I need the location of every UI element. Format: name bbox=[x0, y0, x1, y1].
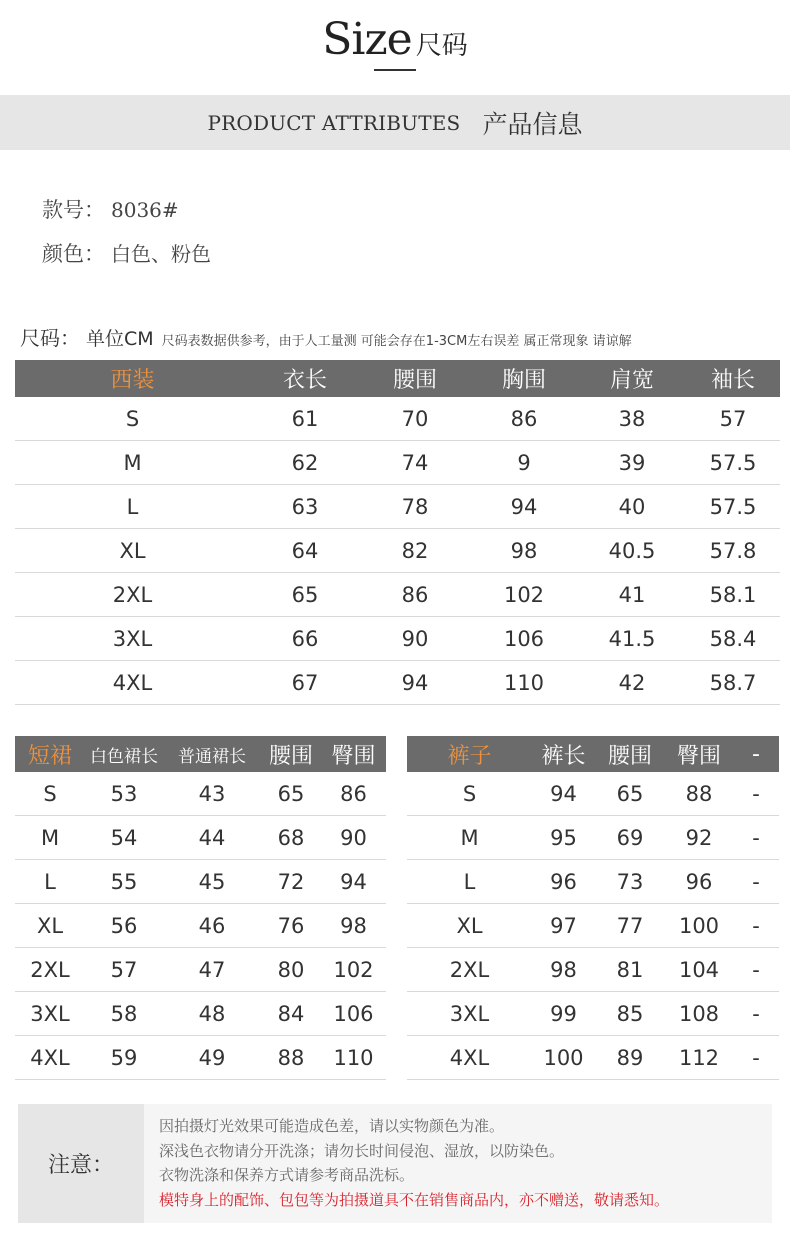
table-cell: 106 bbox=[503, 626, 545, 651]
size-cell: L bbox=[44, 869, 56, 894]
size-cell: S bbox=[43, 781, 57, 806]
size-cell: L bbox=[463, 869, 476, 894]
notice-body bbox=[144, 1104, 772, 1223]
table-cell: 54 bbox=[110, 825, 138, 850]
table-cell: 41.5 bbox=[608, 626, 656, 651]
table-row bbox=[15, 573, 780, 617]
pants-size-table bbox=[407, 736, 779, 1080]
table-row bbox=[15, 860, 386, 904]
table-cell: 70 bbox=[401, 406, 429, 431]
table-cell: 55 bbox=[110, 869, 138, 894]
table-cell: 74 bbox=[401, 450, 429, 475]
table-cell: 57 bbox=[110, 957, 138, 982]
table-cell: 112 bbox=[678, 1045, 720, 1070]
table-cell: 108 bbox=[678, 1001, 720, 1026]
column-header: 袖长 bbox=[710, 368, 755, 393]
table-cell: 96 bbox=[550, 869, 577, 894]
size-cell: XL bbox=[36, 913, 64, 938]
size-cell: 2XL bbox=[30, 957, 70, 982]
color-label: 颜色： bbox=[42, 242, 105, 266]
table-cell: 65 bbox=[277, 781, 305, 806]
table-row bbox=[407, 772, 779, 816]
table-cell: 86 bbox=[510, 406, 538, 431]
table-row bbox=[407, 1036, 779, 1080]
table-row bbox=[15, 1036, 386, 1080]
table-cell: 59 bbox=[110, 1045, 138, 1070]
size-cell: S bbox=[125, 406, 140, 431]
table-cell: 40 bbox=[618, 494, 646, 519]
table-row bbox=[15, 948, 386, 992]
column-header: 普通裙长 bbox=[178, 746, 246, 767]
table-row bbox=[15, 397, 780, 441]
column-header: 衣长 bbox=[282, 368, 327, 393]
table-cell: 82 bbox=[401, 538, 429, 563]
table-cell: 48 bbox=[198, 1001, 226, 1026]
column-header: 西装 bbox=[110, 368, 155, 393]
notice-box bbox=[18, 1104, 772, 1223]
product-attributes-cn: 产品信息 bbox=[482, 109, 583, 139]
table-cell: 58 bbox=[110, 1001, 138, 1026]
table-cell: 64 bbox=[291, 538, 319, 563]
table-cell: 92 bbox=[685, 825, 713, 850]
column-header: 裤子 bbox=[447, 743, 492, 769]
size-heading-en: Size bbox=[322, 14, 412, 65]
table-cell: 49 bbox=[198, 1045, 226, 1070]
size-note-label: 尺码： bbox=[20, 326, 80, 350]
size-cell: M bbox=[123, 450, 142, 475]
table-cell: 57.5 bbox=[709, 494, 757, 519]
table-cell: 62 bbox=[291, 450, 319, 475]
table-cell: 69 bbox=[616, 825, 644, 850]
table-row bbox=[407, 816, 779, 860]
table-cell: 57 bbox=[719, 406, 747, 431]
column-header: 腰围 bbox=[392, 368, 437, 393]
table-cell: 58.1 bbox=[709, 582, 757, 607]
table-cell: 65 bbox=[616, 781, 644, 806]
table-row bbox=[15, 661, 780, 705]
size-cell: 4XL bbox=[30, 1045, 70, 1070]
column-header: 臀围 bbox=[676, 743, 721, 769]
table-cell: 63 bbox=[291, 494, 319, 519]
suit-size-table bbox=[15, 360, 780, 705]
table-cell: 98 bbox=[550, 957, 577, 982]
size-cell: 2XL bbox=[112, 582, 153, 607]
table-cell: 89 bbox=[616, 1045, 644, 1070]
table-cell: 94 bbox=[340, 869, 367, 894]
table-cell: 44 bbox=[198, 825, 226, 850]
table-cell: - bbox=[752, 825, 760, 850]
notice-line-warning: 模特身上的配饰、包包等为拍摄道具不在销售商品内，亦不赠送，敬请悉知。 bbox=[159, 1190, 670, 1209]
table-cell: - bbox=[752, 781, 760, 806]
style-number-row bbox=[42, 194, 179, 224]
table-row bbox=[407, 904, 779, 948]
table-cell: 102 bbox=[333, 957, 374, 982]
table-row bbox=[15, 529, 780, 573]
table-cell: 99 bbox=[550, 1001, 577, 1026]
table-cell: 100 bbox=[678, 913, 720, 938]
table-cell: - bbox=[752, 913, 760, 938]
size-note-disclaimer: 尺码表数据供参考，由于人工量测 可能会存在1-3CM左右误差 属正常现象 请谅解 bbox=[161, 334, 632, 349]
table-cell: 81 bbox=[616, 957, 644, 982]
column-header: 腰围 bbox=[268, 743, 313, 769]
table-cell: 97 bbox=[550, 913, 577, 938]
table-cell: 58.4 bbox=[709, 626, 757, 651]
table-cell: 43 bbox=[198, 781, 226, 806]
table-cell: 80 bbox=[277, 957, 305, 982]
table-cell: 85 bbox=[616, 1001, 644, 1026]
size-cell: L bbox=[126, 494, 139, 519]
table-cell: 46 bbox=[198, 913, 226, 938]
table-cell: 95 bbox=[550, 825, 577, 850]
table-cell: 61 bbox=[291, 406, 319, 431]
table-cell: 58.7 bbox=[709, 670, 757, 695]
table-row bbox=[15, 904, 386, 948]
size-cell: M bbox=[40, 825, 60, 850]
table-cell: 96 bbox=[685, 869, 713, 894]
table-cell: 45 bbox=[198, 869, 226, 894]
color-row bbox=[42, 238, 211, 268]
column-header: 白色裙长 bbox=[90, 746, 158, 767]
color-value: 白色、粉色 bbox=[111, 242, 211, 266]
table-cell: 9 bbox=[517, 450, 531, 475]
column-header: 臀围 bbox=[331, 743, 376, 769]
column-header: 裤长 bbox=[541, 743, 586, 769]
table-row bbox=[15, 772, 386, 816]
table-row bbox=[15, 617, 780, 661]
table-cell: 98 bbox=[510, 538, 538, 563]
table-cell: - bbox=[752, 869, 760, 894]
table-cell: 39 bbox=[618, 450, 646, 475]
table-cell: 86 bbox=[340, 781, 367, 806]
product-attributes-en: PRODUCT ATTRIBUTES bbox=[207, 110, 461, 135]
table-row bbox=[407, 860, 779, 904]
size-heading-cn: 尺码 bbox=[415, 31, 468, 61]
skirt-size-table bbox=[15, 736, 386, 1080]
table-cell: - bbox=[752, 1001, 760, 1026]
table-cell: 110 bbox=[503, 670, 545, 695]
table-cell: 100 bbox=[543, 1045, 584, 1070]
table-cell: 90 bbox=[401, 626, 429, 651]
column-header: 肩宽 bbox=[609, 368, 654, 393]
size-cell: 4XL bbox=[112, 670, 153, 695]
table-cell: 57.5 bbox=[709, 450, 757, 475]
column-header: - bbox=[752, 741, 760, 767]
table-cell: 42 bbox=[618, 670, 646, 695]
table-cell: 86 bbox=[401, 582, 429, 607]
table-cell: 88 bbox=[685, 781, 713, 806]
size-cell: 2XL bbox=[449, 957, 490, 982]
table-cell: - bbox=[752, 957, 760, 982]
size-cell: 3XL bbox=[449, 1001, 490, 1026]
table-cell: 94 bbox=[510, 494, 538, 519]
table-cell: 72 bbox=[277, 869, 305, 894]
table-cell: 88 bbox=[277, 1045, 305, 1070]
table-cell: 73 bbox=[616, 869, 644, 894]
size-note-unit: 单位CM bbox=[86, 328, 154, 350]
table-cell: 57.8 bbox=[709, 538, 757, 563]
notice-line: 衣物洗涤和保养方式请参考商品洗标。 bbox=[159, 1166, 415, 1184]
size-cell: M bbox=[460, 825, 479, 850]
table-row bbox=[407, 992, 779, 1036]
table-cell: 65 bbox=[291, 582, 319, 607]
table-cell: 102 bbox=[503, 582, 545, 607]
table-header-row bbox=[15, 360, 780, 397]
table-cell: 47 bbox=[198, 957, 226, 982]
table-cell: 110 bbox=[333, 1045, 374, 1070]
size-note bbox=[20, 322, 632, 351]
table-row bbox=[407, 948, 779, 992]
table-cell: 106 bbox=[333, 1001, 374, 1026]
table-cell: 78 bbox=[401, 494, 429, 519]
table-cell: 66 bbox=[291, 626, 319, 651]
table-header-row bbox=[15, 736, 386, 772]
column-header: 短裙 bbox=[27, 743, 72, 769]
size-cell: 3XL bbox=[112, 626, 153, 651]
size-cell: XL bbox=[119, 538, 146, 563]
table-row bbox=[15, 441, 780, 485]
product-attributes-band bbox=[0, 95, 790, 150]
table-cell: 68 bbox=[277, 825, 305, 850]
table-cell: 40.5 bbox=[608, 538, 656, 563]
column-header: 胸围 bbox=[501, 368, 546, 393]
style-number-value: 8036# bbox=[111, 198, 179, 222]
table-row bbox=[15, 485, 780, 529]
table-cell: - bbox=[752, 1045, 760, 1070]
notice-line: 因拍摄灯光效果可能造成色差，请以实物颜色为准。 bbox=[159, 1117, 505, 1135]
notice-label: 注意： bbox=[47, 1153, 114, 1178]
table-cell: 41 bbox=[618, 582, 646, 607]
table-row bbox=[15, 992, 386, 1036]
table-cell: 98 bbox=[340, 913, 367, 938]
table-cell: 67 bbox=[291, 670, 319, 695]
table-header-row bbox=[407, 736, 779, 772]
table-cell: 90 bbox=[340, 825, 367, 850]
size-heading bbox=[0, 14, 790, 65]
size-cell: XL bbox=[456, 913, 483, 938]
title-underline bbox=[374, 69, 416, 71]
table-cell: 94 bbox=[401, 670, 429, 695]
table-cell: 94 bbox=[550, 781, 577, 806]
table-cell: 56 bbox=[110, 913, 138, 938]
column-header: 腰围 bbox=[607, 743, 652, 769]
size-cell: 3XL bbox=[30, 1001, 70, 1026]
table-cell: 76 bbox=[277, 913, 305, 938]
table-cell: 53 bbox=[110, 781, 138, 806]
table-cell: 38 bbox=[618, 406, 646, 431]
table-cell: 104 bbox=[678, 957, 720, 982]
table-row bbox=[15, 816, 386, 860]
style-number-label: 款号： bbox=[42, 198, 105, 222]
table-cell: 84 bbox=[277, 1001, 305, 1026]
size-cell: 4XL bbox=[449, 1045, 490, 1070]
notice-line: 深浅色衣物请分开洗涤；请勿长时间侵泡、湿放，以防染色。 bbox=[159, 1141, 565, 1160]
table-cell: 77 bbox=[616, 913, 644, 938]
size-cell: S bbox=[462, 781, 477, 806]
